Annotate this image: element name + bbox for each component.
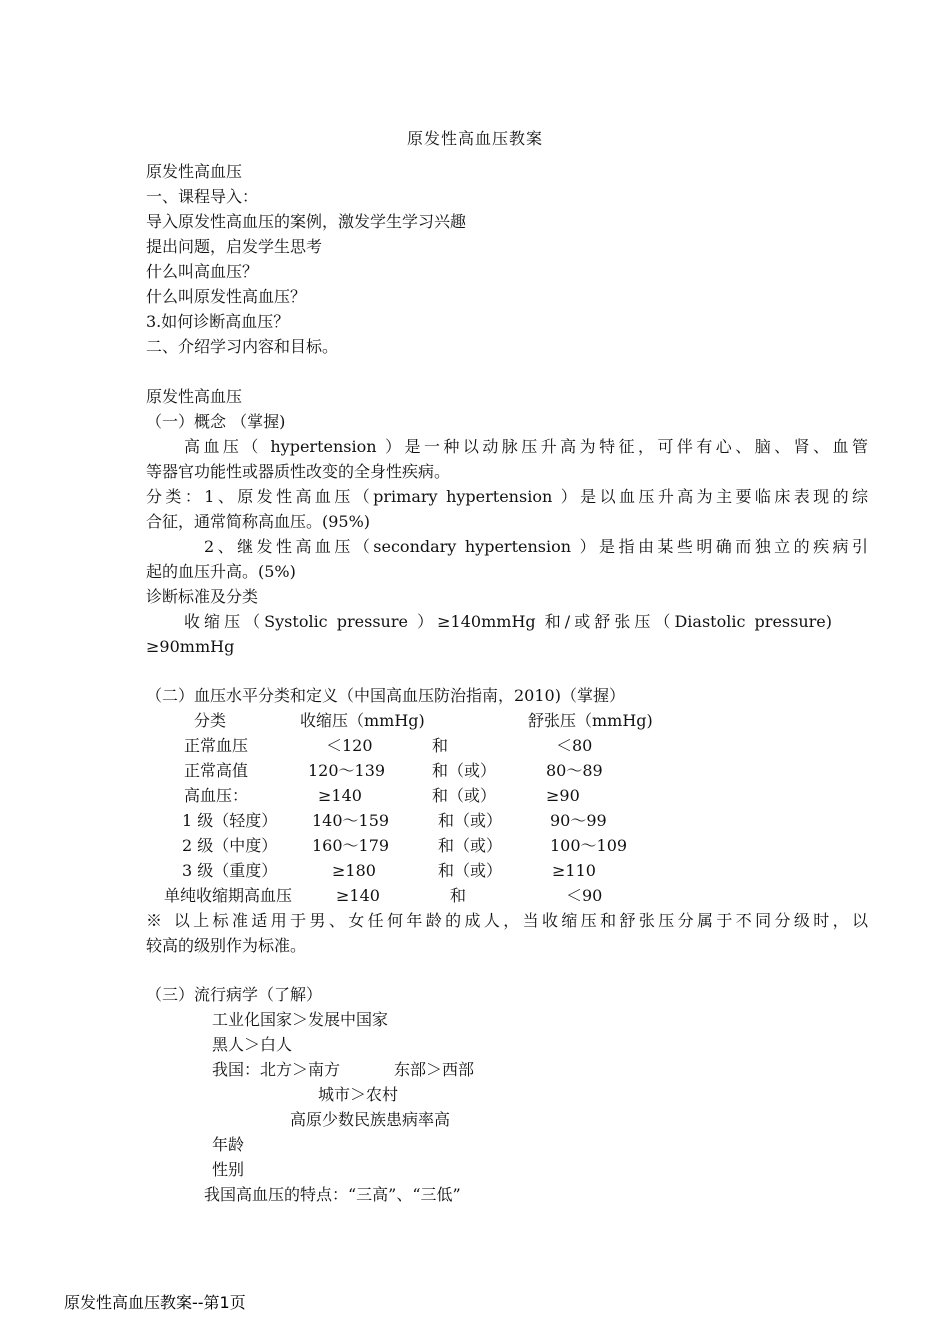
epidemiology-line: 年龄 [212, 1135, 245, 1154]
epidemiology-line: 我国：北方＞南方 [212, 1060, 341, 1079]
section-1-heading: 一、课程导入： [146, 187, 259, 206]
table-header-diastolic: 舒张压（mmHg) [528, 711, 653, 730]
table-cell: ≥180 [332, 861, 376, 880]
epidemiology-line: 黑人＞白人 [212, 1035, 293, 1054]
table-cell: 和（或） [432, 786, 497, 805]
table-cell: 和 [432, 736, 449, 755]
table-note: ※ 以上标准适用于男、女任何年龄的成人，当收缩压和舒张压分属于不同分级时，以 [146, 911, 868, 930]
table-cell: 高血压： [184, 786, 249, 805]
table-cell: 和（或） [438, 861, 503, 880]
table-cell: ≥140 [336, 886, 380, 905]
classification-paragraph: 合征，通常简称高血压。(95%) [146, 512, 371, 531]
intro-heading: 原发性高血压 [146, 162, 243, 181]
table-cell: 和（或） [438, 836, 503, 855]
diagnosis-heading: 诊断标准及分类 [146, 587, 259, 606]
table-cell: 2 级（中度） [182, 836, 278, 855]
epidemiology-line: 工业化国家＞发展中国家 [212, 1010, 389, 1029]
table-cell: 1 级（轻度） [182, 811, 278, 830]
table-cell: 和（或） [432, 761, 497, 780]
concept-subheading: （一）概念 （掌握) [146, 412, 286, 431]
epidemiology-line: 高原少数民族患病率高 [290, 1110, 451, 1129]
table-cell: 120～139 [308, 761, 386, 780]
classification-paragraph: 起的血压升高。(5%) [146, 562, 296, 581]
classification-paragraph: 2、继发性高血压（secondary hypertension ）是指由某些明确而独立的疾病引 [204, 537, 868, 556]
diagnosis-criteria: ≥90mmHg [146, 637, 235, 656]
epidemiology-line: 城市＞农村 [318, 1085, 399, 1104]
table-cell: 140～159 [312, 811, 390, 830]
intro-line: 提出问题，启发学生思考 [146, 237, 323, 256]
section-2-heading: 二、介绍学习内容和目标。 [146, 337, 339, 356]
table-header-category: 分类 [194, 711, 227, 730]
intro-line: 导入原发性高血压的案例，激发学生学习兴趣 [146, 212, 467, 231]
table-cell: 和 [450, 886, 467, 905]
definition-paragraph: 等器官功能性或器质性改变的全身性疾病。 [146, 462, 451, 481]
document-title: 原发性高血压教案 [406, 129, 543, 148]
intro-question: 什么叫高血压？ [146, 262, 259, 281]
table-cell: 160～179 [312, 836, 390, 855]
table-cell: 单纯收缩期高血压 [164, 886, 293, 905]
table-cell: ≥140 [318, 786, 362, 805]
table-cell: 80～89 [546, 761, 603, 780]
intro-question: 3.如何诊断高血压？ [146, 312, 290, 331]
table-cell: 100～109 [550, 836, 628, 855]
definition-paragraph: 高血压（ hypertension ）是一种以动脉压升高为特征，可伴有心、脑、肾、血管 [184, 437, 868, 456]
table-cell: ＜120 [326, 736, 373, 755]
diagnosis-criteria: 收缩压（Systolic pressure ）≥140mmHg 和/或舒张压（Diastolic pressure) [184, 612, 832, 631]
epidemiology-line: 东部＞西部 [394, 1060, 475, 1079]
levels-heading: （二）血压水平分类和定义（中国高血压防治指南，2010)（掌握） [146, 686, 625, 705]
table-cell: 正常血压 [184, 736, 249, 755]
table-cell: ＜80 [556, 736, 593, 755]
classification-paragraph: 分类：1、原发性高血压（primary hypertension ）是以血压升高为主要临床表现的综 [146, 487, 868, 506]
page-footer: 原发性高血压教案--第1页 [64, 1293, 246, 1312]
table-cell: ＜90 [566, 886, 603, 905]
table-cell: 和（或） [438, 811, 503, 830]
epidemiology-heading: （三）流行病学（了解） [146, 985, 323, 1004]
table-cell: ≥90 [546, 786, 580, 805]
table-note: 较高的级别作为标准。 [146, 936, 307, 955]
table-cell: 正常高值 [184, 761, 249, 780]
intro-question: 什么叫原发性高血压？ [146, 287, 307, 306]
epidemiology-line: 我国高血压的特点：“三高”、“三低” [204, 1185, 461, 1204]
table-cell: 90～99 [550, 811, 607, 830]
epidemiology-line: 性别 [212, 1160, 245, 1179]
table-header-systolic: 收缩压（mmHg) [300, 711, 425, 730]
concept-heading: 原发性高血压 [146, 387, 243, 406]
table-cell: ≥110 [552, 861, 596, 880]
table-cell: 3 级（重度） [182, 861, 278, 880]
